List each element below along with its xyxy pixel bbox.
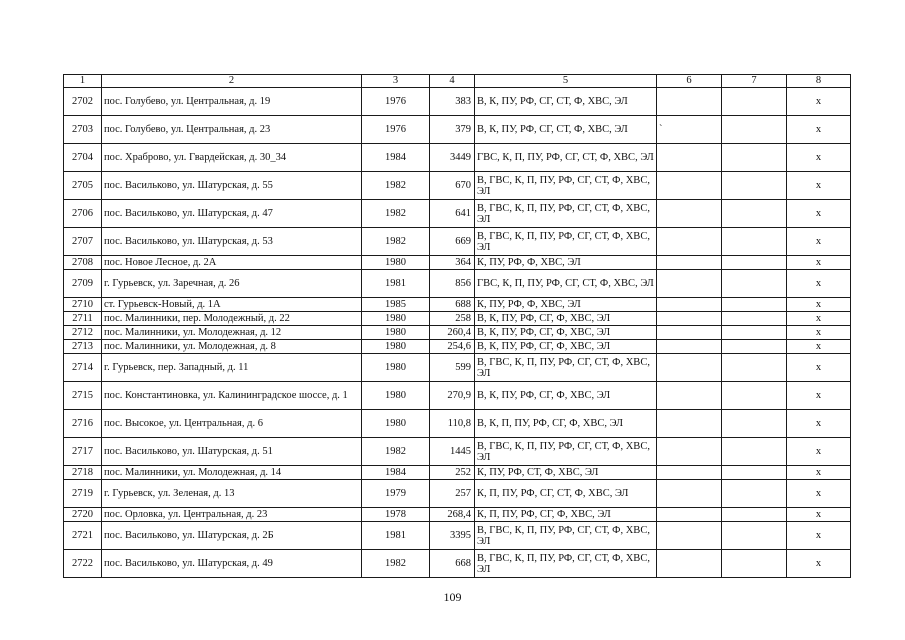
- area-cell: 3395: [430, 522, 475, 550]
- col6-cell: [657, 508, 722, 522]
- row-number: 2703: [64, 116, 102, 144]
- area-cell: 599: [430, 354, 475, 382]
- col6-cell: `: [657, 116, 722, 144]
- address-cell: г. Гурьевск, ул. Зеленая, д. 13: [102, 480, 362, 508]
- area-cell: 669: [430, 228, 475, 256]
- col7-cell: [722, 480, 787, 508]
- systems-cell: В, К, ПУ, РФ, СГ, Ф, ХВС, ЭЛ: [475, 340, 657, 354]
- mark-cell: х: [787, 200, 851, 228]
- header-cell: 8: [787, 75, 851, 88]
- systems-cell: К, ПУ, РФ, СТ, Ф, ХВС, ЭЛ: [475, 466, 657, 480]
- systems-cell: В, К, П, ПУ, РФ, СГ, Ф, ХВС, ЭЛ: [475, 410, 657, 438]
- mark-cell: х: [787, 550, 851, 578]
- table-row: [64, 508, 851, 522]
- address-cell: г. Гурьевск, ул. Заречная, д. 26: [102, 270, 362, 298]
- year-cell: 1982: [362, 438, 430, 466]
- year-cell: 1982: [362, 172, 430, 200]
- row-number: 2712: [64, 326, 102, 340]
- year-cell: 1981: [362, 522, 430, 550]
- table-row: [64, 312, 851, 326]
- header-row: [64, 75, 851, 88]
- table-row: [64, 438, 851, 466]
- col7-cell: [722, 228, 787, 256]
- mark-cell: х: [787, 326, 851, 340]
- address-cell: пос. Васильково, ул. Шатурская, д. 51: [102, 438, 362, 466]
- header-cell: 3: [362, 75, 430, 88]
- table-row: [64, 144, 851, 172]
- col7-cell: [722, 116, 787, 144]
- mark-cell: х: [787, 508, 851, 522]
- col6-cell: [657, 172, 722, 200]
- year-cell: 1980: [362, 354, 430, 382]
- year-cell: 1980: [362, 256, 430, 270]
- systems-cell: В, ГВС, К, П, ПУ, РФ, СГ, СТ, Ф, ХВС, ЭЛ: [475, 228, 657, 256]
- col7-cell: [722, 382, 787, 410]
- mark-cell: х: [787, 312, 851, 326]
- address-cell: г. Гурьевск, пер. Западный, д. 11: [102, 354, 362, 382]
- mark-cell: х: [787, 256, 851, 270]
- row-number: 2721: [64, 522, 102, 550]
- year-cell: 1981: [362, 270, 430, 298]
- address-cell: пос. Храброво, ул. Гвардейская, д. 30_34: [102, 144, 362, 172]
- col6-cell: [657, 438, 722, 466]
- systems-cell: ГВС, К, П, ПУ, РФ, СГ, СТ, Ф, ХВС, ЭЛ: [475, 144, 657, 172]
- col7-cell: [722, 88, 787, 116]
- table-row: [64, 256, 851, 270]
- col7-cell: [722, 550, 787, 578]
- row-number: 2704: [64, 144, 102, 172]
- housing-table: [63, 74, 851, 578]
- col6-cell: [657, 410, 722, 438]
- systems-cell: В, К, ПУ, РФ, СГ, Ф, ХВС, ЭЛ: [475, 382, 657, 410]
- col7-cell: [722, 466, 787, 480]
- header-cell: 1: [64, 75, 102, 88]
- systems-cell: К, ПУ, РФ, Ф, ХВС, ЭЛ: [475, 256, 657, 270]
- systems-cell: К, П, ПУ, РФ, СГ, Ф, ХВС, ЭЛ: [475, 508, 657, 522]
- mark-cell: х: [787, 480, 851, 508]
- row-number: 2702: [64, 88, 102, 116]
- col7-cell: [722, 172, 787, 200]
- systems-cell: В, К, ПУ, РФ, СГ, Ф, ХВС, ЭЛ: [475, 312, 657, 326]
- col7-cell: [722, 354, 787, 382]
- row-number: 2706: [64, 200, 102, 228]
- address-cell: пос. Васильково, ул. Шатурская, д. 2Б: [102, 522, 362, 550]
- area-cell: 383: [430, 88, 475, 116]
- mark-cell: х: [787, 466, 851, 480]
- systems-cell: В, К, ПУ, РФ, СГ, СТ, Ф, ХВС, ЭЛ: [475, 116, 657, 144]
- systems-cell: В, ГВС, К, П, ПУ, РФ, СГ, СТ, Ф, ХВС, ЭЛ: [475, 200, 657, 228]
- systems-cell: В, К, ПУ, РФ, СГ, Ф, ХВС, ЭЛ: [475, 326, 657, 340]
- col7-cell: [722, 522, 787, 550]
- mark-cell: х: [787, 354, 851, 382]
- row-number: 2713: [64, 340, 102, 354]
- systems-cell: ГВС, К, П, ПУ, РФ, СГ, СТ, Ф, ХВС, ЭЛ: [475, 270, 657, 298]
- row-number: 2717: [64, 438, 102, 466]
- area-cell: 641: [430, 200, 475, 228]
- col6-cell: [657, 466, 722, 480]
- year-cell: 1982: [362, 550, 430, 578]
- mark-cell: х: [787, 522, 851, 550]
- table-row: [64, 270, 851, 298]
- col7-cell: [722, 298, 787, 312]
- mark-cell: х: [787, 228, 851, 256]
- page-number: 109: [443, 590, 462, 604]
- mark-cell: х: [787, 116, 851, 144]
- table-row: [64, 340, 851, 354]
- row-number: 2715: [64, 382, 102, 410]
- col6-cell: [657, 270, 722, 298]
- address-cell: пос. Малинники, пер. Молодежный, д. 22: [102, 312, 362, 326]
- col7-cell: [722, 438, 787, 466]
- area-cell: 364: [430, 256, 475, 270]
- address-cell: пос. Орловка, ул. Центральная, д. 23: [102, 508, 362, 522]
- header-cell: 6: [657, 75, 722, 88]
- col7-cell: [722, 200, 787, 228]
- row-number: 2707: [64, 228, 102, 256]
- col7-cell: [722, 340, 787, 354]
- systems-cell: В, ГВС, К, П, ПУ, РФ, СГ, СТ, Ф, ХВС, ЭЛ: [475, 438, 657, 466]
- area-cell: 379: [430, 116, 475, 144]
- table-row: [64, 326, 851, 340]
- col7-cell: [722, 508, 787, 522]
- table-row: [64, 410, 851, 438]
- area-cell: 856: [430, 270, 475, 298]
- mark-cell: х: [787, 438, 851, 466]
- area-cell: 668: [430, 550, 475, 578]
- table-row: [64, 200, 851, 228]
- mark-cell: х: [787, 382, 851, 410]
- col6-cell: [657, 256, 722, 270]
- year-cell: 1980: [362, 340, 430, 354]
- address-cell: пос. Голубево, ул. Центральная, д. 23: [102, 116, 362, 144]
- year-cell: 1980: [362, 312, 430, 326]
- header-cell: 7: [722, 75, 787, 88]
- systems-cell: К, П, ПУ, РФ, СГ, СТ, Ф, ХВС, ЭЛ: [475, 480, 657, 508]
- systems-cell: В, ГВС, К, П, ПУ, РФ, СГ, СТ, Ф, ХВС, ЭЛ: [475, 550, 657, 578]
- col6-cell: [657, 88, 722, 116]
- address-cell: пос. Высокое, ул. Центральная, д. 6: [102, 410, 362, 438]
- col7-cell: [722, 326, 787, 340]
- col7-cell: [722, 410, 787, 438]
- systems-cell: В, ГВС, К, П, ПУ, РФ, СГ, СТ, Ф, ХВС, ЭЛ: [475, 354, 657, 382]
- area-cell: 268,4: [430, 508, 475, 522]
- systems-cell: В, К, ПУ, РФ, СГ, СТ, Ф, ХВС, ЭЛ: [475, 88, 657, 116]
- area-cell: 257: [430, 480, 475, 508]
- header-cell: 2: [102, 75, 362, 88]
- col6-cell: [657, 550, 722, 578]
- area-cell: 254,6: [430, 340, 475, 354]
- mark-cell: х: [787, 410, 851, 438]
- col6-cell: [657, 522, 722, 550]
- table-row: [64, 88, 851, 116]
- col6-cell: [657, 200, 722, 228]
- table-row: [64, 116, 851, 144]
- row-number: 2716: [64, 410, 102, 438]
- table-row: [64, 172, 851, 200]
- col6-cell: [657, 382, 722, 410]
- col6-cell: [657, 340, 722, 354]
- row-number: 2719: [64, 480, 102, 508]
- year-cell: 1984: [362, 144, 430, 172]
- col6-cell: [657, 144, 722, 172]
- year-cell: 1978: [362, 508, 430, 522]
- systems-cell: В, ГВС, К, П, ПУ, РФ, СГ, СТ, Ф, ХВС, ЭЛ: [475, 522, 657, 550]
- table-row: [64, 466, 851, 480]
- address-cell: пос. Новое Лесное, д. 2А: [102, 256, 362, 270]
- address-cell: пос. Малинники, ул. Молодежная, д. 12: [102, 326, 362, 340]
- row-number: 2720: [64, 508, 102, 522]
- address-cell: ст. Гурьевск-Новый, д. 1А: [102, 298, 362, 312]
- col6-cell: [657, 326, 722, 340]
- year-cell: 1976: [362, 88, 430, 116]
- row-number: 2718: [64, 466, 102, 480]
- year-cell: 1982: [362, 228, 430, 256]
- area-cell: 270,9: [430, 382, 475, 410]
- table-row: [64, 480, 851, 508]
- row-number: 2709: [64, 270, 102, 298]
- row-number: 2722: [64, 550, 102, 578]
- area-cell: 252: [430, 466, 475, 480]
- address-cell: пос. Малинники, ул. Молодежная, д. 8: [102, 340, 362, 354]
- col7-cell: [722, 144, 787, 172]
- row-number: 2711: [64, 312, 102, 326]
- address-cell: пос. Константиновка, ул. Калининградское шоссе, д. 1: [102, 382, 362, 410]
- table-row: [64, 228, 851, 256]
- year-cell: 1980: [362, 326, 430, 340]
- mark-cell: х: [787, 172, 851, 200]
- year-cell: 1985: [362, 298, 430, 312]
- year-cell: 1984: [362, 466, 430, 480]
- area-cell: 688: [430, 298, 475, 312]
- mark-cell: х: [787, 88, 851, 116]
- table-row: [64, 522, 851, 550]
- col6-cell: [657, 480, 722, 508]
- address-cell: пос. Васильково, ул. Шатурская, д. 49: [102, 550, 362, 578]
- table-row: [64, 550, 851, 578]
- area-cell: 670: [430, 172, 475, 200]
- systems-cell: В, ГВС, К, П, ПУ, РФ, СГ, СТ, Ф, ХВС, ЭЛ: [475, 172, 657, 200]
- mark-cell: х: [787, 340, 851, 354]
- area-cell: 258: [430, 312, 475, 326]
- area-cell: 110,8: [430, 410, 475, 438]
- table-row: [64, 382, 851, 410]
- systems-cell: К, ПУ, РФ, Ф, ХВС, ЭЛ: [475, 298, 657, 312]
- year-cell: 1982: [362, 200, 430, 228]
- row-number: 2708: [64, 256, 102, 270]
- address-cell: пос. Голубево, ул. Центральная, д. 19: [102, 88, 362, 116]
- mark-cell: х: [787, 144, 851, 172]
- year-cell: 1980: [362, 382, 430, 410]
- col6-cell: [657, 298, 722, 312]
- mark-cell: х: [787, 298, 851, 312]
- address-cell: пос. Васильково, ул. Шатурская, д. 53: [102, 228, 362, 256]
- table-row: [64, 298, 851, 312]
- address-cell: пос. Малинники, ул. Молодежная, д. 14: [102, 466, 362, 480]
- address-cell: пос. Васильково, ул. Шатурская, д. 47: [102, 200, 362, 228]
- col7-cell: [722, 312, 787, 326]
- row-number: 2705: [64, 172, 102, 200]
- col7-cell: [722, 256, 787, 270]
- year-cell: 1976: [362, 116, 430, 144]
- area-cell: 1445: [430, 438, 475, 466]
- table-row: [64, 354, 851, 382]
- col6-cell: [657, 228, 722, 256]
- col6-cell: [657, 312, 722, 326]
- row-number: 2710: [64, 298, 102, 312]
- header-cell: 5: [475, 75, 657, 88]
- year-cell: 1979: [362, 480, 430, 508]
- area-cell: 3449: [430, 144, 475, 172]
- mark-cell: х: [787, 270, 851, 298]
- header-cell: 4: [430, 75, 475, 88]
- address-cell: пос. Васильково, ул. Шатурская, д. 55: [102, 172, 362, 200]
- col7-cell: [722, 270, 787, 298]
- area-cell: 260,4: [430, 326, 475, 340]
- row-number: 2714: [64, 354, 102, 382]
- year-cell: 1980: [362, 410, 430, 438]
- col6-cell: [657, 354, 722, 382]
